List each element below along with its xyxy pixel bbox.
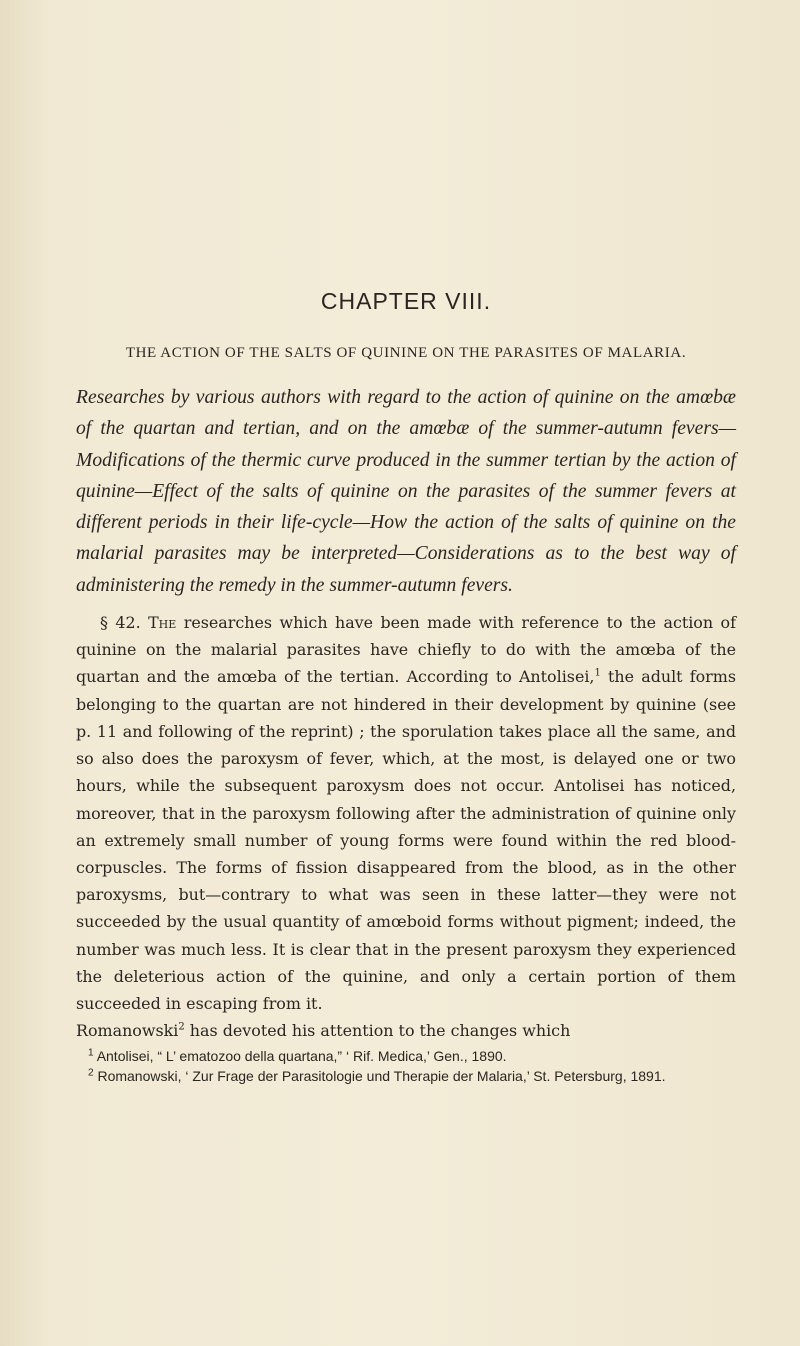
- footnote-1: [76, 1046, 736, 1066]
- footnotes: [76, 1046, 736, 1086]
- footnote-ref-1[interactable]: 1: [594, 668, 601, 680]
- footnote-2: [76, 1066, 736, 1086]
- footnote-mark: 1: [88, 1047, 94, 1059]
- section-title: THE ACTION OF THE SALTS OF QUININE ON THE PARASITES OF MALARIA.: [125, 345, 687, 361]
- lead-word: The: [148, 613, 177, 633]
- section-mark: § 42.: [100, 613, 141, 633]
- chapter-title: CHAPTER VIII.: [320, 288, 492, 314]
- footnote-text: Antolisei, “ L’ ematozoo della quartana,” ‘ Rif. Medica,’ Gen., 1890.: [96, 1048, 507, 1065]
- paragraph-text-4: has devoted his attention to the changes which: [189, 1021, 571, 1041]
- chapter-summary: Researches by various authors with regard to the action of quinine on the amœbæ of the quartan and tertian, and on the amœbæ of the summer-autumn fevers—Modifications of the thermic curve produced in the summer tertian by the action of quinine—Effect of the salts of quinine on the parasites of the summer fevers at different periods in their life-cycle—How the action of the salts of quinine on the malarial parasites may be interpreted—Considerations as to the best way of administering the remedy in the summer-autumn fevers.: [76, 387, 736, 596]
- body-paragraph: [76, 609, 736, 1044]
- paragraph-text-1: researches which have been made with reference to the action of quinine on the malarial parasites have chiefly to do with the amœba of the quartan and the amœba of the tertian. According to Antolisei,: [76, 613, 736, 687]
- page-content: [76, 288, 736, 1086]
- paragraph-text-2: the adult forms belonging to the quartan are not hindered in their development by quinine (see p. 11 and following of the reprint) ; the sporulation takes place all the same, and so also does the paroxysm of fever, which, at the most, is delayed one or two hours, while the subsequent paroxysm does not occur. Antolisei has noticed, moreover, that in the paroxysm following after the administration of quinine only an extremely small number of young forms were found within the red blood-corpuscles. The forms of fission disappeared from the blood, as in the other paroxysms, but—contrary to what was seen in these latter—they were not succeeded by the usual quantity of amœboid forms without pigment; indeed, the number was much less. It is clear that in the present paroxysm they experienced the deleterious action of the quinine, and only a certain portion of them succeeded in escaping from it.: [76, 667, 736, 1013]
- footnote-text: Romanowski, ‘ Zur Frage der Parasitologie und Therapie der Malaria,’ St. Petersburg, 1891.: [97, 1068, 666, 1085]
- footnote-mark: 2: [88, 1067, 94, 1079]
- footnote-ref-2[interactable]: 2: [178, 1021, 185, 1033]
- paragraph-text-3: Romanowski: [76, 1021, 179, 1041]
